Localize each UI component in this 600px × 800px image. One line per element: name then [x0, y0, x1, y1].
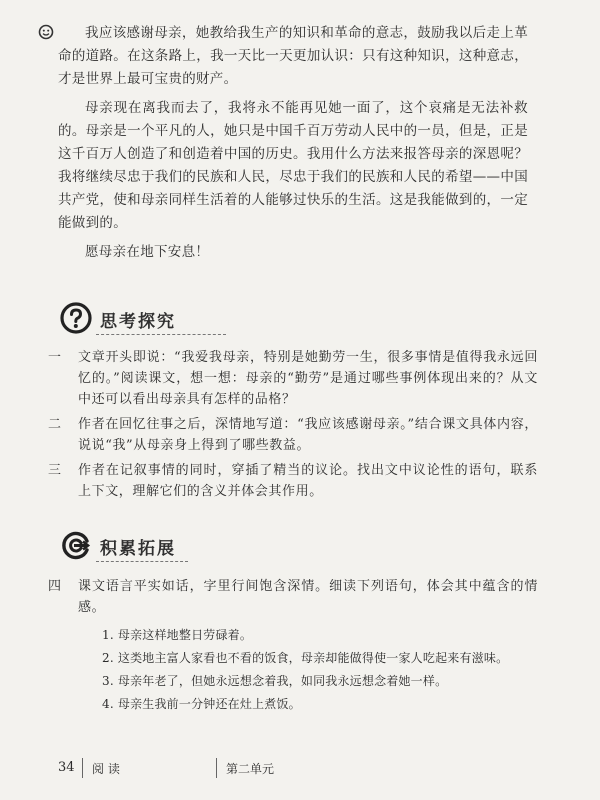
question-text: 文章开头即说：“我爱我母亲，特别是她勤劳一生，很多事情是值得我永远回忆的。”阅读课文，想一想：母亲的“勤劳”是通过哪些事例体现出来的？从文中还可以看出母亲具有怎样的品格？ — [78, 350, 538, 407]
thinking-questions — [48, 347, 538, 506]
spiral-arrow-icon — [60, 529, 92, 561]
question-text: 作者在回忆往事之后，深情地写道：“我应该感谢母亲。”结合课文具体内容，说说“我”从母亲身上得到了哪些教益。 — [78, 417, 538, 453]
extension-section-header — [60, 527, 280, 567]
article-paragraph: 母亲现在离我而去了，我将永不能再见她一面了，这个哀痛是无法补救的。母亲是一个平凡的人，她只是中国千百万劳动人民中的一员，但是，正是这千百万人创造了和创造着中国的历史。我用什么方法来报答母亲的深恩呢？我将继续尽忠于我们的民族和人民，尽忠于我们的民族和人民的希望——中国共产党，使和母亲同样生活着的人能够过快乐的生活。这是我能做到的，一定能做到的。 — [58, 100, 528, 231]
page-footer — [58, 758, 538, 780]
question-item — [48, 414, 538, 456]
footer-divider — [216, 758, 217, 778]
question-circle-icon — [60, 302, 92, 334]
section-title: 思考探究 — [100, 312, 176, 332]
question-item — [48, 460, 538, 502]
footer-unit: 第二单元 — [226, 762, 275, 776]
section-title: 积累拓展 — [100, 539, 176, 559]
question-number: 二 — [48, 417, 62, 432]
list-item: 3. 母亲年老了，但她永远想念着我，如同我永远想念着她一样。 — [102, 674, 448, 688]
article-body — [58, 22, 528, 270]
footer-divider — [82, 758, 83, 778]
question-number: 三 — [48, 463, 62, 478]
list-item: 2. 这类地主富人家看也不看的饭食，母亲却能做得使一家人吃起来有滋味。 — [102, 651, 509, 665]
footer-section: 阅 读 — [92, 762, 120, 776]
question-item — [48, 347, 538, 410]
question-text: 课文语言平实如话，字里行间饱含深情。细读下列语句，体会其中蕴含的情感。 — [78, 579, 538, 615]
thinking-section-header — [60, 300, 280, 340]
question-text: 作者在记叙事情的同时，穿插了精当的议论。找出文中议论性的语句，联系上下文，理解它们的含义并体会其作用。 — [78, 463, 538, 499]
sentence-list — [102, 624, 538, 716]
article-paragraph: 我应该感谢母亲，她教给我生产的知识和革命的意志，鼓励我以后走上革命的道路。在这条路上，我一天比一天更加认识：只有这种知识，这种意志，才是世界上最可宝贵的财产。 — [58, 25, 528, 87]
section-underline — [96, 334, 226, 335]
page-number: 34 — [58, 760, 75, 775]
smiley-icon — [38, 24, 54, 40]
list-item: 4. 母亲生我前一分钟还在灶上煮饭。 — [102, 697, 301, 711]
question-number: 一 — [48, 350, 62, 365]
question-item — [48, 576, 538, 716]
list-item: 1. 母亲这样地整日劳碌着。 — [102, 628, 253, 642]
question-number: 四 — [48, 579, 62, 594]
section-underline — [96, 561, 188, 562]
extension-questions — [48, 576, 538, 720]
article-paragraph: 愿母亲在地下安息！ — [85, 244, 210, 260]
